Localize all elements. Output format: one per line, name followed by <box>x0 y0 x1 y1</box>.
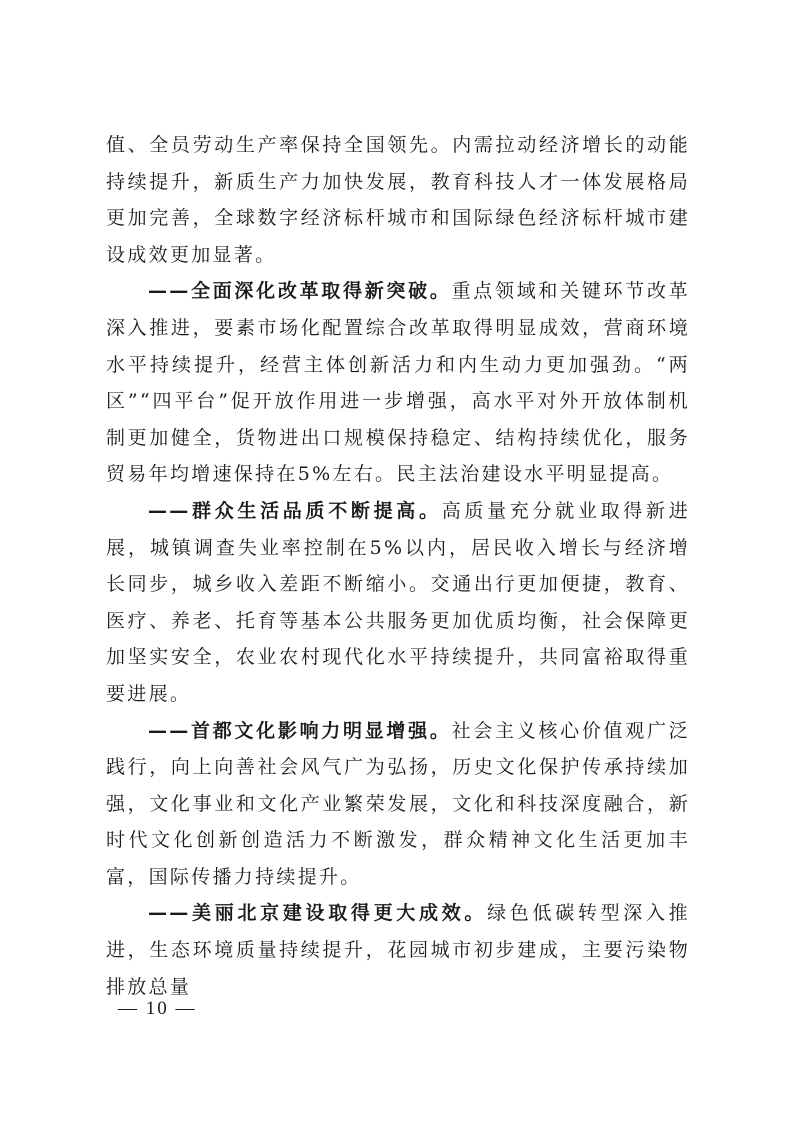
paragraph-heading: ——美丽北京建设取得更大成效。 <box>148 902 488 925</box>
paragraph-reform <box>106 273 690 493</box>
paragraph-heading: ——全面深化改革取得新突破。 <box>148 280 452 303</box>
page-number: — 10 — <box>118 998 197 1019</box>
paragraph-culture <box>106 713 690 896</box>
paragraph-living-quality <box>106 493 690 713</box>
paragraph-text: 值、全员劳动生产率保持全国领先。内需拉动经济增长的动能持续提升，新质生产力加快发展，教育科技人才一体发展格局更加完善，全球数字经济标杆城市和国际绿色经济标杆城市建设成效更加显著。 <box>106 134 690 266</box>
paragraph-text: 绿色低碳转型深入推进，生态环境质量持续提升，花园城市初步建成，主要污染物排放总量 <box>106 902 690 998</box>
paragraph-text: 重点领域和关键环节改革深入推进，要素市场化配置综合改革取得明显成效，营商环境水平持续提升，经营主体创新活力和内生动力更加强劲。“两区”“四平台”促开放作用进一步增强，高水平对外开放体制机制更加健全，货物进出口规模保持稳定、结构持续优化，服务贸易年均增速保持在5%左右。民主法治建设水平明显提高。 <box>106 280 690 486</box>
paragraph-heading: ——群众生活品质不断提高。 <box>148 499 442 522</box>
document-body <box>106 127 690 1005</box>
paragraph-beautiful-beijing <box>106 895 690 1005</box>
paragraph-text: 高质量充分就业取得新进展，城镇调查失业率控制在5%以内，居民收入增长与经济增长同步，城乡收入差距不断缩小。交通出行更加便捷，教育、医疗、养老、托育等基本公共服务更加优质均衡，社会保障更加坚实安全，农业农村现代化水平持续提升，共同富裕取得重要进展。 <box>106 499 690 705</box>
paragraph-heading: ——首都文化影响力明显增强。 <box>148 719 452 742</box>
paragraph-economy-continuation <box>106 127 690 273</box>
paragraph-text: 社会主义核心价值观广泛践行，向上向善社会风气广为弘扬，历史文化保护传承持续加强，文化事业和文化产业繁荣发展，文化和科技深度融合，新时代文化创新创造活力不断激发，群众精神文化生活更加丰富，国际传播力持续提升。 <box>106 719 690 888</box>
